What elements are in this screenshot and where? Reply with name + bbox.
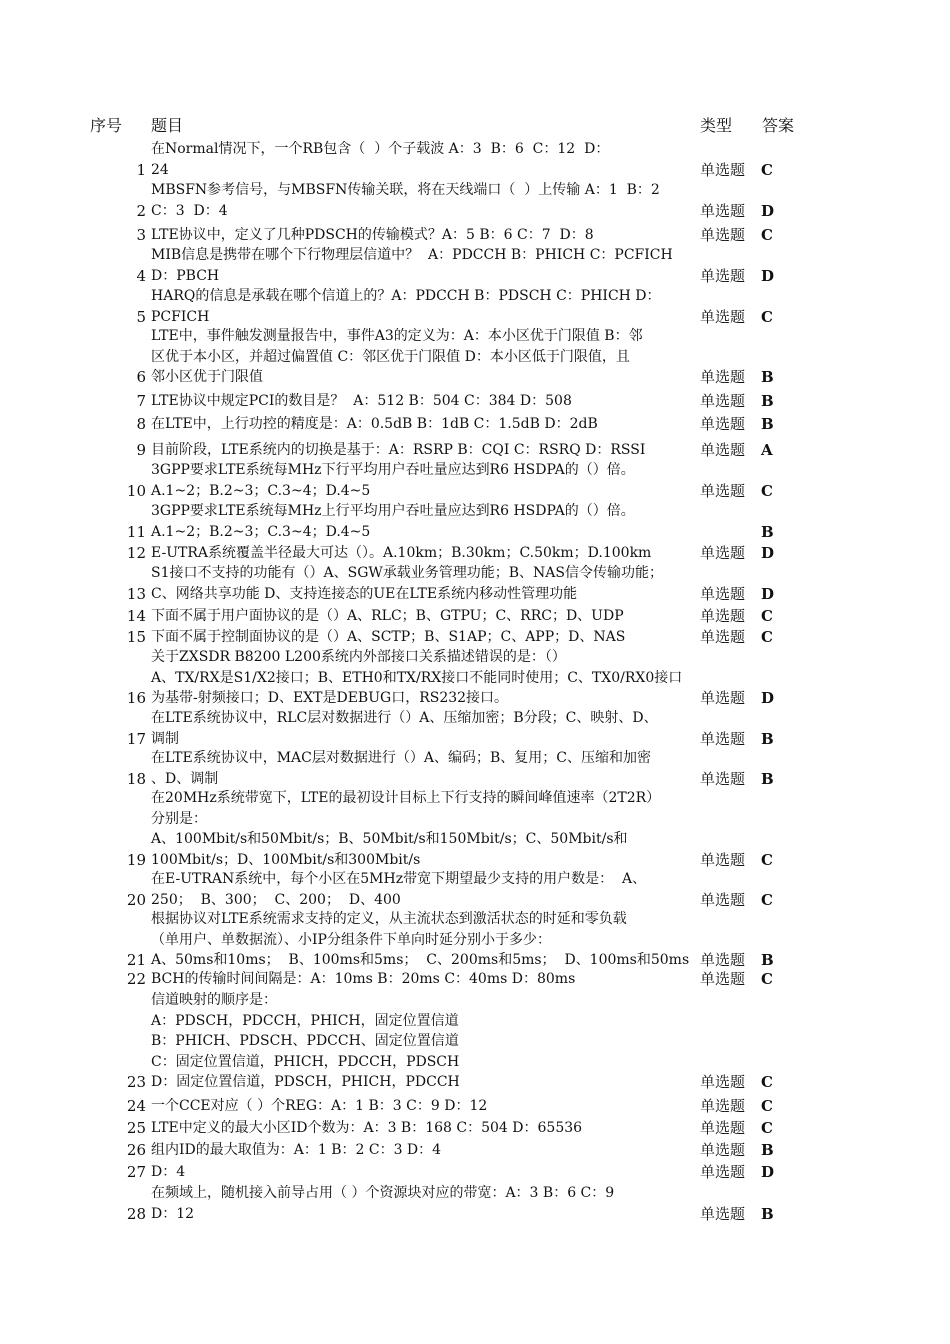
question-line: A：PDSCH，PDCCH，PHICH，固定位置信道 bbox=[151, 1012, 459, 1029]
row-number: 28 bbox=[126, 1204, 146, 1223]
question-line: C、网络共享功能 D、支持连接态的UE在LTE系统内移动性管理功能 bbox=[151, 585, 578, 602]
question-line: 邻小区优于门限值 bbox=[151, 369, 263, 385]
question-line: 在LTE系统协议中，RLC层对数据进行（）A、压缩加密；B分段；C、映射、D、 bbox=[151, 710, 658, 726]
question-text bbox=[151, 606, 696, 627]
question-text bbox=[151, 414, 696, 435]
question-line: 3GPP要求LTE系统每MHz上行平均用户吞吐量应达到R6 HSDPA的（）倍。 bbox=[151, 503, 635, 519]
table-row bbox=[0, 391, 950, 412]
question-text bbox=[151, 909, 696, 971]
question-type: 单选题 bbox=[700, 226, 746, 244]
question-line: 下面不属于控制面协议的是（）A、SCTP；B、S1AP；C、APP；D、NAS bbox=[151, 629, 626, 645]
question-type: 单选题 bbox=[700, 970, 746, 988]
question-text bbox=[151, 440, 696, 461]
question-line: A、100Mbit/s和50Mbit/s；B、50Mbit/s和150Mbit/s；C、50Mbit/s和 bbox=[151, 831, 628, 847]
question-text bbox=[151, 647, 696, 709]
question-line: LTE中，事件触发测量报告中，事件A3的定义为：A：本小区优于门限值 B：邻 bbox=[151, 328, 643, 344]
question-type: 单选题 bbox=[700, 441, 746, 459]
table-row bbox=[0, 460, 950, 501]
question-line: 分别是： bbox=[151, 810, 207, 827]
question-line: 下面不属于用户面协议的是（）A、RLC；B、GTPU；C、RRC；D、UDP bbox=[151, 608, 624, 624]
row-number: 24 bbox=[126, 1097, 146, 1115]
answer: D bbox=[761, 584, 775, 603]
answer: B bbox=[761, 368, 774, 386]
question-text bbox=[151, 788, 696, 870]
table-row bbox=[0, 180, 950, 221]
table-row bbox=[0, 225, 950, 246]
row-number: 11 bbox=[126, 522, 146, 541]
question-type: 单选题 bbox=[700, 1163, 746, 1181]
question-line: LTE中定义的最大小区ID个数为：A：3 B：168 C：504 D：65536 bbox=[151, 1120, 583, 1136]
question-type: 单选题 bbox=[700, 1141, 746, 1159]
question-type: 单选题 bbox=[700, 1204, 746, 1223]
row-number: 18 bbox=[126, 769, 146, 788]
answer: D bbox=[761, 266, 775, 285]
question-text bbox=[151, 245, 696, 286]
answer: C bbox=[761, 160, 773, 179]
row-number: 20 bbox=[126, 890, 146, 909]
question-line: 在E-UTRAN系统中，每个小区在5MHz带宽下期望最少支持的用户数是： A、 bbox=[151, 871, 647, 887]
question-type: 单选题 bbox=[700, 951, 746, 969]
question-text bbox=[151, 460, 696, 501]
answer: C bbox=[761, 1119, 773, 1137]
answer: B bbox=[761, 769, 774, 788]
question-line: 在20MHz系统带宽下，LTE的最初设计目标上下行支持的瞬间峰值速率（2T2R） bbox=[151, 790, 661, 806]
question-line: C：3 D：4 bbox=[151, 202, 228, 219]
answer: C bbox=[761, 1073, 773, 1091]
question-line: 100Mbit/s；D、100Mbit/s和300Mbit/s bbox=[151, 851, 421, 868]
question-text bbox=[151, 139, 696, 180]
question-text bbox=[151, 286, 696, 327]
question-type: 单选题 bbox=[700, 481, 746, 500]
question-line: 组内ID的最大取值为：A：1 B：2 C：3 D：4 bbox=[151, 1142, 442, 1158]
question-line: 调制 bbox=[151, 730, 179, 747]
answer: A bbox=[761, 441, 773, 459]
question-type: 单选题 bbox=[700, 689, 746, 707]
question-type: 单选题 bbox=[700, 584, 746, 603]
question-type: 单选题 bbox=[700, 1097, 746, 1115]
question-text bbox=[151, 1140, 696, 1161]
question-line: BCH的传输时间间隔是：A：10ms B：20ms C：40ms D：80ms bbox=[151, 971, 576, 987]
answer: B bbox=[761, 1204, 774, 1223]
question-line: 24 bbox=[151, 161, 169, 178]
question-type: 单选题 bbox=[700, 368, 746, 386]
question-text bbox=[151, 1096, 696, 1117]
question-line: E-UTRA系统覆盖半径最大可达（）。A.10km；B.30km；C.50km；D.100km bbox=[151, 545, 652, 561]
row-number: 22 bbox=[126, 970, 146, 988]
row-number: 6 bbox=[136, 368, 146, 386]
question-line: A、50ms和10ms； B、100ms和5ms； C、200ms和5ms； D、100ms和50ms bbox=[151, 952, 690, 968]
table-row bbox=[0, 440, 950, 461]
question-line: A、TX/RX是S1/X2接口；B、ETH0和TX/RX接口不能同时使用；C、TX0/RX0接口 bbox=[151, 669, 683, 686]
question-line: C：固定位置信道，PHICH，PDCCH，PDSCH bbox=[151, 1053, 460, 1070]
table-row bbox=[0, 286, 950, 327]
question-text bbox=[151, 869, 696, 910]
question-line: B：PHICH、PDSCH、PDCCH、固定位置信道 bbox=[151, 1033, 459, 1049]
table-row bbox=[0, 606, 950, 627]
question-text bbox=[151, 1183, 696, 1224]
table-row bbox=[0, 139, 950, 180]
row-number: 8 bbox=[136, 415, 146, 433]
question-line: 区优于本小区，并超过偏置值 C：邻区优于门限值 D：本小区低于门限值，且 bbox=[151, 348, 630, 365]
answer: C bbox=[761, 307, 773, 326]
question-type: 单选题 bbox=[700, 890, 746, 909]
row-number: 15 bbox=[126, 628, 146, 646]
row-number: 9 bbox=[136, 441, 146, 459]
question-line: 3GPP要求LTE系统每MHz下行平均用户吞吐量应达到R6 HSDPA的（）倍。 bbox=[151, 462, 635, 478]
question-type: 单选题 bbox=[700, 307, 746, 326]
question-text bbox=[151, 627, 696, 648]
table-row bbox=[0, 869, 950, 910]
answer: B bbox=[761, 729, 774, 748]
question-line: MBSFN参考信号，与MBSFN传输关联，将在天线端口（ ）上传输 A：1 B：2 bbox=[151, 182, 660, 198]
question-text bbox=[151, 563, 696, 604]
question-line: 信道映射的顺序是： bbox=[151, 992, 277, 1008]
table-row bbox=[0, 1183, 950, 1224]
question-line: 、D、调制 bbox=[151, 770, 219, 787]
question-text bbox=[151, 225, 696, 246]
row-number: 25 bbox=[126, 1119, 146, 1137]
question-type: 单选题 bbox=[700, 1119, 746, 1137]
row-number: 21 bbox=[126, 951, 146, 969]
answer: B bbox=[761, 392, 774, 410]
question-type: 单选题 bbox=[700, 201, 746, 220]
table-row bbox=[0, 990, 950, 1093]
table-row bbox=[0, 969, 950, 990]
table-row bbox=[0, 647, 950, 709]
question-line: （单用户、单数据流）、小IP分组条件下单向时延分别小于多少： bbox=[151, 931, 551, 948]
question-text bbox=[151, 391, 696, 412]
answer: C bbox=[761, 481, 773, 500]
answer: C bbox=[761, 850, 773, 869]
question-text bbox=[151, 543, 696, 564]
question-text bbox=[151, 501, 696, 542]
question-text bbox=[151, 326, 696, 388]
question-text bbox=[151, 1118, 696, 1139]
answer: D bbox=[761, 544, 775, 562]
question-type: 单选题 bbox=[700, 160, 746, 179]
row-number: 3 bbox=[136, 226, 146, 244]
row-number: 14 bbox=[126, 607, 146, 625]
question-line: 在LTE系统协议中，MAC层对数据进行（）A、编码；B、复用；C、压缩和加密 bbox=[151, 750, 651, 766]
row-number: 19 bbox=[126, 850, 146, 869]
question-line: 一个CCE对应（ ）个REG：A：1 B：3 C：9 D：12 bbox=[151, 1098, 488, 1114]
row-number: 7 bbox=[136, 392, 146, 410]
table-row bbox=[0, 1140, 950, 1161]
table-row bbox=[0, 909, 950, 971]
row-number: 27 bbox=[126, 1163, 146, 1181]
table-row bbox=[0, 708, 950, 749]
question-line: 目前阶段，LTE系统内的切换是基于：A：RSRP B：CQI C：RSRQ D：RSSI bbox=[151, 442, 646, 458]
header-num: 序号 bbox=[90, 116, 123, 135]
question-type: 单选题 bbox=[700, 544, 746, 562]
table-row bbox=[0, 788, 950, 870]
answer: C bbox=[761, 628, 773, 646]
question-line: S1接口不支持的功能有（）A、SGW承载业务管理功能；B、NAS信令传输功能； bbox=[151, 565, 664, 581]
question-type: 单选题 bbox=[700, 415, 746, 433]
answer: B bbox=[761, 522, 774, 541]
answer: C bbox=[761, 890, 773, 909]
answer: D bbox=[761, 689, 775, 707]
table-row bbox=[0, 1118, 950, 1139]
row-number: 12 bbox=[126, 544, 146, 562]
answer: D bbox=[761, 201, 775, 220]
question-line: A.1~2；B.2~3；C.3~4；D.4~5 bbox=[151, 482, 371, 499]
row-number: 10 bbox=[126, 481, 146, 500]
table-row bbox=[0, 748, 950, 789]
question-line: 在频域上，随机接入前导占用（ ）个资源块对应的带宽：A：3 B：6 C：9 bbox=[151, 1185, 615, 1201]
question-line: 根据协议对LTE系统需求支持的定义，从主流状态到激活状态的时延和零负载 bbox=[151, 911, 627, 927]
row-number: 2 bbox=[136, 201, 146, 220]
question-text bbox=[151, 1162, 696, 1183]
answer: D bbox=[761, 1163, 775, 1181]
row-number: 23 bbox=[126, 1073, 146, 1091]
question-text bbox=[151, 708, 696, 749]
question-type: 单选题 bbox=[700, 1073, 746, 1091]
answer: B bbox=[761, 1141, 774, 1159]
row-number: 16 bbox=[126, 689, 146, 707]
row-number: 17 bbox=[126, 729, 146, 748]
row-number: 13 bbox=[126, 584, 146, 603]
question-text bbox=[151, 748, 696, 789]
question-type: 单选题 bbox=[700, 769, 746, 788]
answer: C bbox=[761, 607, 773, 625]
question-line: LTE协议中，定义了几种PDSCH的传输模式？A：5 B：6 C：7 D：8 bbox=[151, 227, 594, 243]
question-line: HARQ的信息是承载在哪个信道上的？A：PDCCH B：PDSCH C：PHICH D： bbox=[151, 288, 661, 304]
question-line: PCFICH bbox=[151, 308, 210, 325]
question-type: 单选题 bbox=[700, 392, 746, 410]
header-type: 类型 bbox=[700, 116, 733, 135]
answer: B bbox=[761, 951, 774, 969]
question-line: 在LTE中，上行功控的精度是：A：0.5dB B：1dB C：1.5dB D：2dB bbox=[151, 416, 598, 432]
question-line: LTE协议中规定PCI的数目是？ A：512 B：504 C：384 D：508 bbox=[151, 393, 572, 409]
question-type: 单选题 bbox=[700, 628, 746, 646]
question-text bbox=[151, 990, 696, 1093]
table-row bbox=[0, 1096, 950, 1117]
row-number: 26 bbox=[126, 1141, 146, 1159]
question-type: 单选题 bbox=[700, 729, 746, 748]
question-line: 在Normal情况下，一个RB包含（ ）个子载波 A：3 B：6 C：12 D： bbox=[151, 141, 610, 157]
question-line: A.1~2；B.2~3；C.3~4；D.4~5 bbox=[151, 523, 371, 540]
answer: C bbox=[761, 1097, 773, 1115]
table-row bbox=[0, 501, 950, 542]
header-answer: 答案 bbox=[762, 116, 795, 135]
question-line: 250； B、300； C、200； D、400 bbox=[151, 891, 401, 908]
question-type: 单选题 bbox=[700, 850, 746, 869]
question-line: D：PBCH bbox=[151, 267, 220, 284]
answer: C bbox=[761, 970, 773, 988]
table-row bbox=[0, 414, 950, 435]
row-number: 1 bbox=[136, 160, 146, 179]
question-type: 单选题 bbox=[700, 607, 746, 625]
table-row bbox=[0, 1162, 950, 1183]
question-line: D：4 bbox=[151, 1164, 186, 1180]
question-line: D：12 bbox=[151, 1205, 195, 1222]
table-row bbox=[0, 627, 950, 648]
row-number: 4 bbox=[136, 266, 146, 285]
table-row bbox=[0, 563, 950, 604]
question-line: MIB信息是携带在哪个下行物理层信道中？ A：PDCCH B：PHICH C：PCFICH bbox=[151, 247, 673, 263]
question-text bbox=[151, 969, 696, 990]
question-text bbox=[151, 180, 696, 221]
question-type: 单选题 bbox=[700, 266, 746, 285]
table-row bbox=[0, 245, 950, 286]
table-row bbox=[0, 326, 950, 388]
question-line: D：固定位置信道，PDSCH，PHICH，PDCCH bbox=[151, 1074, 460, 1090]
header-question: 题目 bbox=[151, 116, 184, 135]
question-line: 关于ZXSDR B8200 L200系统内外部接口关系描述错误的是：（） bbox=[151, 649, 566, 665]
answer: B bbox=[761, 415, 774, 433]
question-line: 为基带-射频接口；D、EXT是DEBUG口，RS232接口。 bbox=[151, 690, 509, 706]
row-number: 5 bbox=[136, 307, 146, 326]
table-row bbox=[0, 543, 950, 564]
answer: C bbox=[761, 226, 773, 244]
